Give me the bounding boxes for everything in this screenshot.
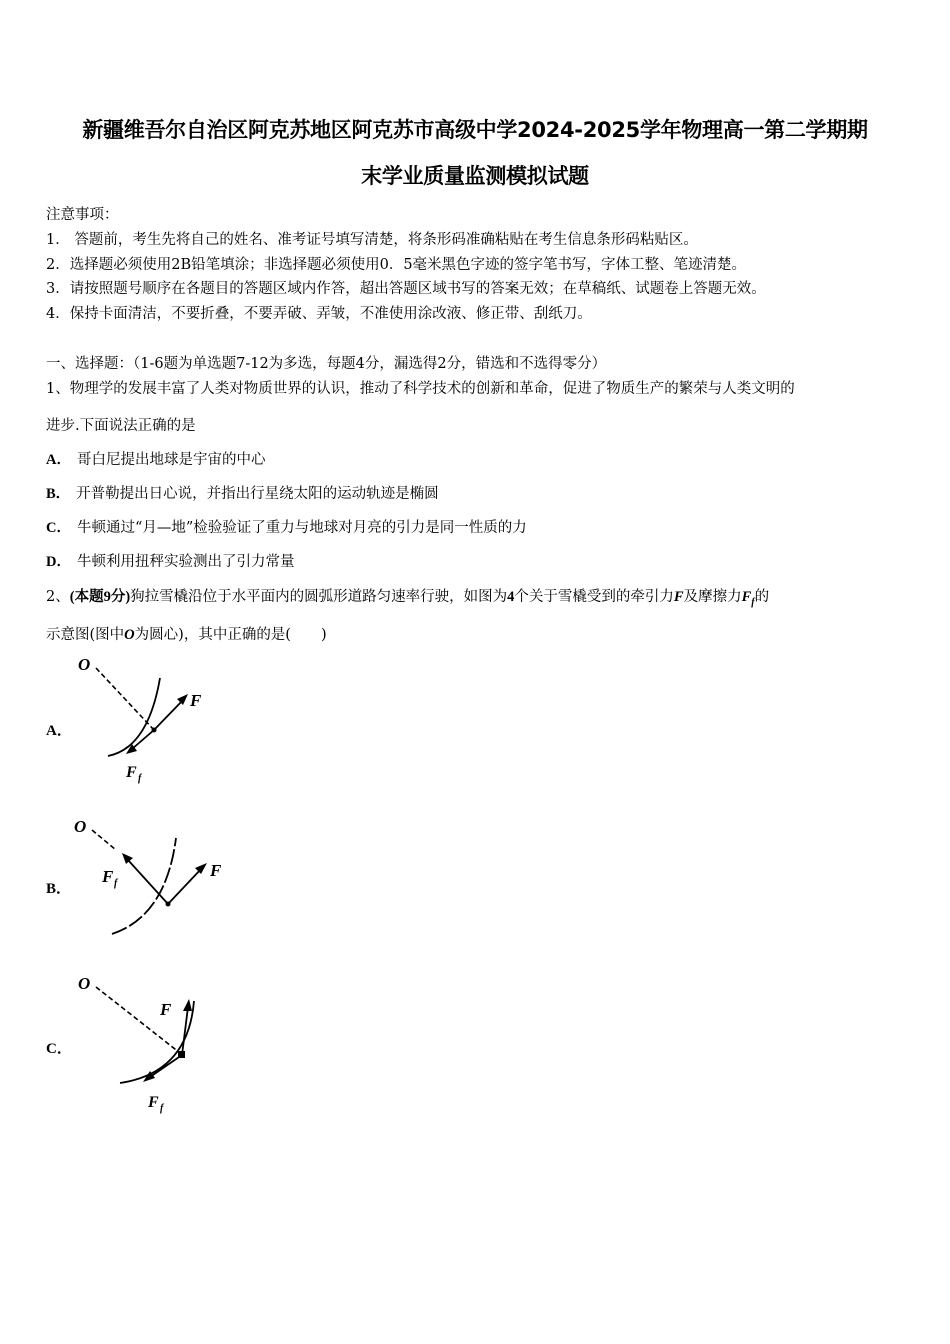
figure-a-F-label: F <box>190 691 202 710</box>
figure-a-Ff-label: F <box>126 764 137 781</box>
figure-a-Ff-sub: f <box>138 773 142 784</box>
figure-b-diagram[interactable] <box>70 808 240 943</box>
figure-a-arc <box>108 678 160 756</box>
page-title-line1: 新疆维吾尔自治区阿克苏地区阿克苏市高级中学2024-2025学年物理高一第二学期期 <box>82 118 868 142</box>
figure-c-sled-point <box>178 1051 185 1058</box>
figure-a-label: A． <box>46 723 72 739</box>
figure-b-F-label: F <box>210 861 222 880</box>
figure-b-radius-dashed <box>92 830 116 850</box>
figure-b-sled-point <box>166 902 171 907</box>
option-text: 哥白尼提出地球是宇宙的中心 <box>76 452 266 468</box>
q2-symbol-F: F <box>673 589 684 605</box>
q2-stem-line1 <box>46 585 769 608</box>
q2-symbol-Ff: F <box>741 589 752 605</box>
q1-option-d[interactable] <box>46 550 294 571</box>
figure-b-F-arrow <box>168 868 202 904</box>
figure-b-arc <box>112 838 176 934</box>
figure-a-sled-point <box>152 728 157 733</box>
q2-text-e: 示意图(图中 <box>46 627 125 643</box>
q1-option-a[interactable] <box>46 448 265 469</box>
q1-stem-line2: 进步.下面说法正确的是 <box>46 418 196 434</box>
q2-text-b: 个关于雪橇受到的牵引力 <box>514 589 674 605</box>
page-title-line2: 末学业质量监测模拟试题 <box>361 164 589 188</box>
notice-heading: 注意事项： <box>46 207 119 223</box>
q2-stem-line2 <box>46 623 327 644</box>
option-label: C． <box>46 520 71 536</box>
option-text: 开普勒提出日心说，并指出行星绕太阳的运动轨迹是椭圆 <box>76 486 439 502</box>
figure-c-label: C． <box>46 1041 72 1057</box>
figure-a-radius-dashed <box>96 668 154 730</box>
figure-b-label: B． <box>46 881 72 897</box>
figure-a-diagram[interactable] <box>70 650 230 785</box>
q2-symbol-Ff-sub: f <box>751 596 755 608</box>
option-text: 牛顿利用扭秤实验测出了引力常量 <box>76 554 295 570</box>
q1-option-b[interactable] <box>46 482 439 503</box>
q1-stem-line1: 1、物理学的发展丰富了人类对物质世界的认识，推动了科学技术的创新和革命，促进了物质生产的繁荣与人类文明的 <box>46 381 795 397</box>
figure-a-O-label: O <box>78 655 91 674</box>
q2-text-f: 为圆心)，其中正确的是( <box>134 627 291 643</box>
figure-b-Ff-label: F <box>102 867 114 886</box>
option-label: A． <box>46 452 71 468</box>
q2-text-g: ) <box>320 627 327 643</box>
figure-c-diagram[interactable] <box>70 965 240 1115</box>
q2-points: (本题9分) <box>69 589 131 605</box>
figure-c-Ff-label: F <box>148 1094 159 1111</box>
option-text: 牛顿通过“月—地”检验验证了重力与地球对月亮的引力是同一性质的力 <box>76 520 527 536</box>
notice-item-2: 2．选择题必须使用2B铅笔填涂；非选择题必须使用0．5毫米黑色字迹的签字笔书写，字体工整、笔迹清楚。 <box>46 257 747 273</box>
figure-b-Ff-sub: f <box>114 878 118 889</box>
q1-option-c[interactable] <box>46 516 527 537</box>
figure-c-Ff-arrow <box>150 1055 182 1077</box>
figure-c-O-label: O <box>78 974 91 993</box>
q2-text-c: 及摩擦力 <box>683 589 742 605</box>
option-label: D． <box>46 554 71 570</box>
figure-c-Ff-sub: f <box>160 1103 164 1114</box>
section-heading: 一、选择题：（1-6题为单选题7-12为多选，每题4分，漏选得2分，错选和不选得零分） <box>46 356 607 372</box>
q2-prefix: 2、 <box>46 589 70 605</box>
figure-c-F-label: F <box>160 1000 172 1019</box>
notice-item-3: 3．请按照题号顺序在各题目的答题区域内作答，超出答题区域书写的答案无效；在草稿纸、试题卷上答题无效。 <box>46 281 766 297</box>
figure-c-radius-dashed <box>96 987 180 1053</box>
notice-item-1: 1． 答题前，考生先将自己的姓名、准考证号填写清楚，将条形码准确粘贴在考生信息条形码粘贴区。 <box>46 232 698 248</box>
option-label: B． <box>46 486 71 502</box>
q2-text-d: 的 <box>754 589 770 605</box>
figure-c-F-arrowhead <box>183 999 192 1011</box>
q2-symbol-O: O <box>124 627 135 643</box>
q2-text-a: 狗拉雪橇沿位于水平面内的圆弧形道路匀速率行驶，如图为 <box>130 589 508 605</box>
figure-b-O-label: O <box>74 817 87 836</box>
figure-b-Ff-arrow <box>128 860 168 904</box>
q2-count: 4 <box>507 589 515 605</box>
notice-item-4: 4．保持卡面清洁，不要折叠，不要弄破、弄皱，不准使用涂改液、修正带、刮纸刀。 <box>46 306 592 322</box>
figure-a-F-arrow <box>154 699 184 730</box>
